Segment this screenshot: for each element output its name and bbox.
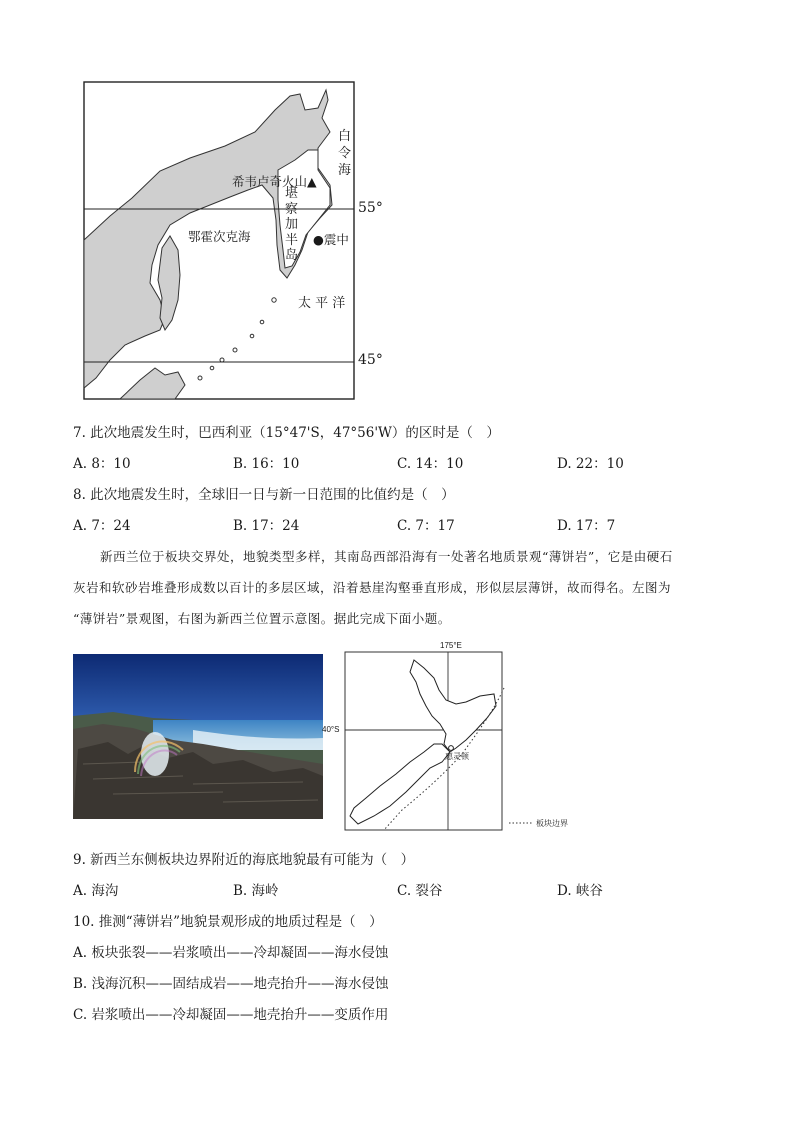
q9-option-b: B. 海岭 (233, 883, 279, 899)
lat-55-label: 55° (358, 200, 383, 216)
q10-option-c: C. 岩浆喷出——冷却凝固——地壳抬升——变质作用 (73, 1007, 389, 1023)
q10-option-a: A. 板块张裂——岩浆喷出——冷却凝固——海水侵蚀 (73, 945, 389, 961)
pancake-rocks-photo (73, 654, 323, 819)
longitude-label: 175°E (440, 641, 462, 650)
question-10-stem: 10. 推测“薄饼岩”地貌景观形成的地质过程是（ ） (73, 914, 383, 930)
bering-sea-label: 白 令 海 (338, 129, 352, 178)
q7-option-c: C. 14：10 (397, 456, 464, 472)
passage-line-2: 灰岩和软砂岩堆叠形成数以百计的多层区域，沿着悬崖沟壑垂直形成，形似层层薄饼，故而得名。左图为 (73, 580, 672, 595)
q8-option-c: C. 7：17 (397, 518, 455, 534)
passage-line-3: “薄饼岩”景观图，右图为新西兰位置示意图。据此完成下面小题。 (73, 611, 451, 626)
okhotsk-sea-label: 鄂霍次克海 (188, 229, 251, 244)
q9-option-c: C. 裂谷 (397, 883, 443, 899)
q8-option-a: A. 7：24 (73, 518, 131, 534)
q7-option-a: A. 8：10 (73, 456, 131, 472)
q8-option-d: D. 17：7 (557, 518, 616, 534)
passage-line-1: 新西兰位于板块交界处，地貌类型多样，其南岛西部沿海有一处著名地质景观“薄饼岩”，它是由硬石 (100, 549, 673, 564)
q7-option-d: D. 22：10 (557, 456, 624, 472)
plate-boundary-legend-label: 板块边界 (536, 819, 568, 828)
wellington-label: 惠灵顿 (445, 752, 469, 761)
latitude-label: 40°S (322, 725, 340, 734)
q8-option-b: B. 17：24 (233, 518, 300, 534)
q7-option-b: B. 16：10 (233, 456, 300, 472)
new-zealand-map (344, 640, 594, 835)
epicenter-label: ●震中 (313, 232, 349, 247)
q9-option-d: D. 峡谷 (557, 883, 603, 899)
q9-option-a: A. 海沟 (73, 883, 119, 899)
volcano-label: 希韦卢奇火山▲ (232, 174, 317, 189)
lat-45-label: 45° (358, 352, 383, 368)
question-7-stem: 7. 此次地震发生时，巴西利亚（15°47'S，47°56'W）的区时是（ ） (73, 425, 500, 441)
question-8-stem: 8. 此次地震发生时，全球旧一日与新一日范围的比值约是（ ） (73, 487, 455, 503)
q10-option-b: B. 浅海沉积——固结成岩——地壳抬升——海水侵蚀 (73, 976, 389, 992)
kamchatka-map (0, 0, 794, 410)
question-9-stem: 9. 新西兰东侧板块边界附近的海底地貌最有可能为（ ） (73, 852, 415, 868)
pacific-label: 太 平 洋 (298, 296, 346, 311)
kamchatka-label: 堪 察 加 半 岛 (285, 186, 299, 263)
